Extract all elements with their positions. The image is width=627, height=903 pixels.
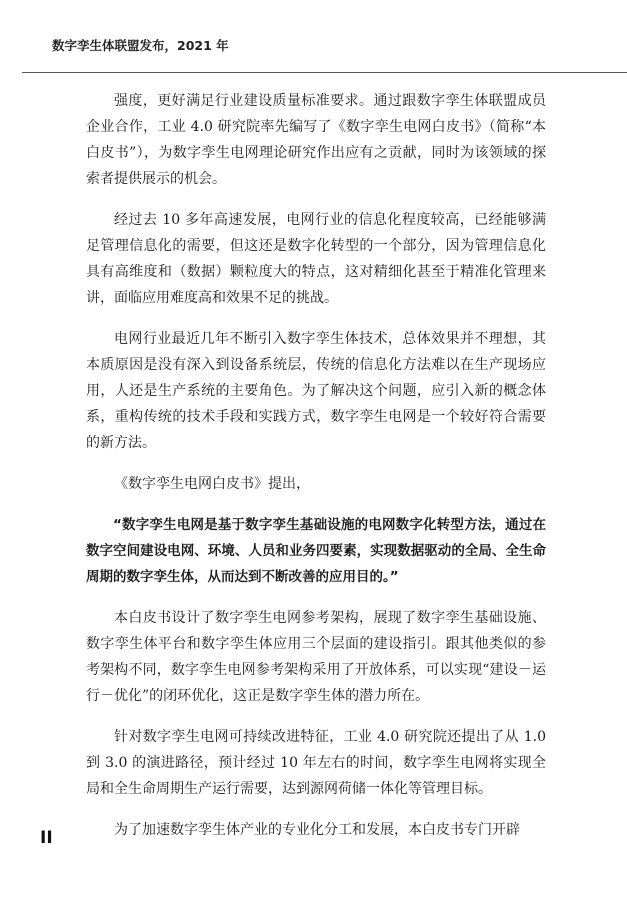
paragraph: 本白皮书设计了数字孪生电网参考架构，展现了数字孪生基础设施、数字孪生体平台和数字孪生体应用三个层面的建设指引。跟其他类似的参考架构不同，数字孪生电网参考架构采用了开放体系，可以实现“建设－运行－优化”的闭环优化，这正是数字孪生体的潜力所在。 (86, 610, 546, 704)
paragraph: 《数字孪生电网白皮书》提出， (114, 476, 310, 492)
paragraph: 针对数字孪生电网可持续改进特征，工业 4.0 研究院还提出了从 1.0 到 3.0 的演进路径，预计经过 10 年左右的时间，数字孪生电网将实现全局和全生命周期生产运行需要，达到源网荷储一体化等管理目标。 (86, 729, 546, 797)
header-title: 数字孪生体联盟发布，2021 年 (52, 38, 229, 53)
paragraph: 经过去 10 多年高速发展，电网行业的信息化程度较高，已经能够满足管理信息化的需要，但这还是数字化转型的一个部分，因为管理信息化具有高维度和（数据）颗粒度大的特点，这对精细化甚至于精准化管理来讲，面临应用难度高和效果不足的挑战。 (86, 212, 546, 306)
paragraph: 强度，更好满足行业建设质量标准要求。通过跟数字孪生体联盟成员 企业合作，工业 4.0 研究院率先编写了《数字孪生电网白皮书》（简称“本白皮书”），为数字孪生电网理论研究作出应有之贡献，同时为该领域的探索者提供展示的机会。 (86, 93, 546, 187)
definition-quote: “数字孪生电网是基于数字孪生基础设施的电网数字化转型方法，通过在数字空间建设电网、环境、人员和业务四要素，实现数据驱动的全局、全生命周期的数字孪生体，从而达到不断改善的应用目的。” (86, 517, 546, 585)
running-header (22, 14, 627, 73)
body-text (86, 80, 546, 858)
paragraph: 为了加速数字孪生体产业的专业化分工和发展，本白皮书专门开辟 (114, 822, 520, 838)
paragraph: 电网行业最近几年不断引入数字孪生体技术，总体效果并不理想，其本质原因是没有深入到设备系统层，传统的信息化方法难以在生产现场应用，人还是生产系统的主要角色。为了解决这个问题，应引入新的概念体系，重构传统的技术手段和实践方式，数字孪生电网是一个较好符合需要的新方法。 (86, 331, 546, 451)
page-number: II (40, 828, 53, 848)
